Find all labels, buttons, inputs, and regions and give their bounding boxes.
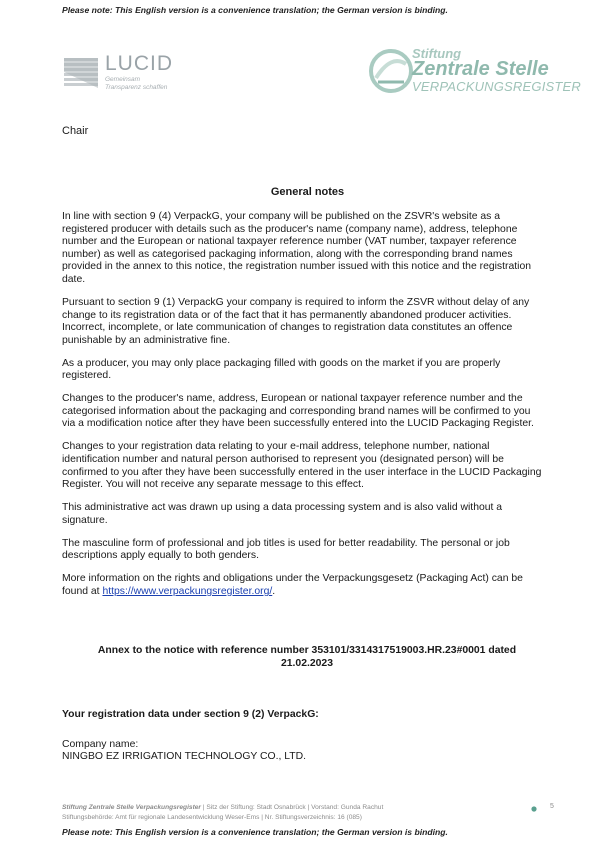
paragraph-registration-requirement: As a producer, you may only place packaging filled with goods on the market if you are properly registered. — [62, 357, 501, 382]
notice-body — [62, 211, 542, 609]
page-number: 5 — [550, 803, 554, 810]
lucid-logo-icon — [62, 54, 100, 92]
zsvr-logo — [368, 46, 581, 98]
annex-title — [62, 645, 552, 670]
register-website-link[interactable]: https://www.verpackungsregister.org/ — [102, 585, 273, 597]
footer-foundation-name: Stiftung Zentrale Stelle Verpackungsregister — [62, 804, 201, 811]
salutation: Chair — [62, 125, 89, 137]
zsvr-logo-line-2: Zentrale Stelle — [412, 58, 549, 80]
translation-notice-bottom: Please note: This English version is a convenience translation; the German version is binding. — [62, 827, 448, 837]
zsvr-logo-icon — [368, 48, 414, 94]
more-info-text: More information on the rights and obligations under the Verpackungsgesetz (Packaging Act) can be found at — [62, 573, 523, 597]
company-name-label: Company name: — [62, 739, 139, 750]
paragraph-gender-note: The masculine form of professional and job titles is used for better readability. The personal or job descriptions apply equally to both genders. — [62, 537, 510, 562]
section-heading: General notes — [270, 186, 345, 198]
paragraph-automated-act: This administrative act was drawn up using a data processing system and is also valid without a signature. — [62, 502, 503, 526]
paragraph-user-interface-changes: Changes to your registration data relating to your e-mail address, telephone number, national identification number and natural person authorised to represent you (designated person) will be confirmed to you after they have been successfully entered in the user interface in the LUCID Packaging Register. You will not receive any separate message to this effect. — [62, 441, 542, 491]
company-name-value: NINGBO EZ IRRIGATION TECHNOLOGY CO., LTD. — [62, 751, 307, 762]
annex-date: 21.02.2023 — [280, 657, 333, 669]
lucid-wordmark: LUCID — [105, 52, 174, 75]
footer-bullet-icon — [531, 806, 537, 812]
paragraph-more-info — [62, 573, 542, 598]
translation-notice-top: Please note: This English version is a convenience translation; the German version is binding. — [62, 5, 448, 15]
lucid-tagline-1: Gemeinsam — [105, 76, 141, 83]
footer-line-1 — [62, 803, 383, 813]
zsvr-logo-line-1: Stiftung — [412, 46, 462, 61]
footer — [62, 803, 383, 823]
more-info-period: . — [272, 585, 276, 597]
paragraph-change-duty: Pursuant to section 9 (1) VerpackG your company is required to inform the ZSVR without delay of any change to its registration data or of the fact that it has permanently abandoned producer activities. Incorrect, incomplete, or late communication of changes to registration data constitutes an offence punishable by an administrative fine. — [62, 296, 530, 346]
lucid-tagline-2: Transparenz schaffen — [105, 84, 168, 91]
zsvr-logo-line-3: VERPACKUNGSREGISTER — [412, 79, 581, 94]
paragraph-publication: In line with section 9 (4) VerpackG, your company will be published on the ZSVR's website as a registered producer with details such as the producer's name (company name), address, telephone number and the European or national taxpayer reference number (VAT number, taxpayer reference number) as well as categorised packaging information, along with the corresponding brand names provided in the annex to this notice, the registration number issued with this notice and the registration date. — [62, 211, 532, 285]
registration-data-heading: Your registration data under section 9 (2) VerpackG: — [62, 709, 319, 720]
paragraph-modification-notice: Changes to the producer's name, address, European or national taxpayer reference number and the categorised information about the packaging and corresponding brand names will be confirmed to you via a modification notice after they have been successfully entered into the LUCID Packaging Register. — [62, 393, 534, 430]
footer-seat-board: | Sitz der Stiftung: Stadt Osnabrück | Vorstand: Gunda Rachut — [201, 804, 384, 811]
footer-line-2: Stiftungsbehörde: Amt für regionale Landesentwicklung Weser-Ems | Nr. Stiftungsverzeichnis: 16 (085) — [62, 814, 362, 821]
lucid-logo — [62, 52, 192, 94]
annex-reference: Annex to the notice with reference number 353101/3314317519003.HR.23#0001 dated — [97, 645, 517, 656]
